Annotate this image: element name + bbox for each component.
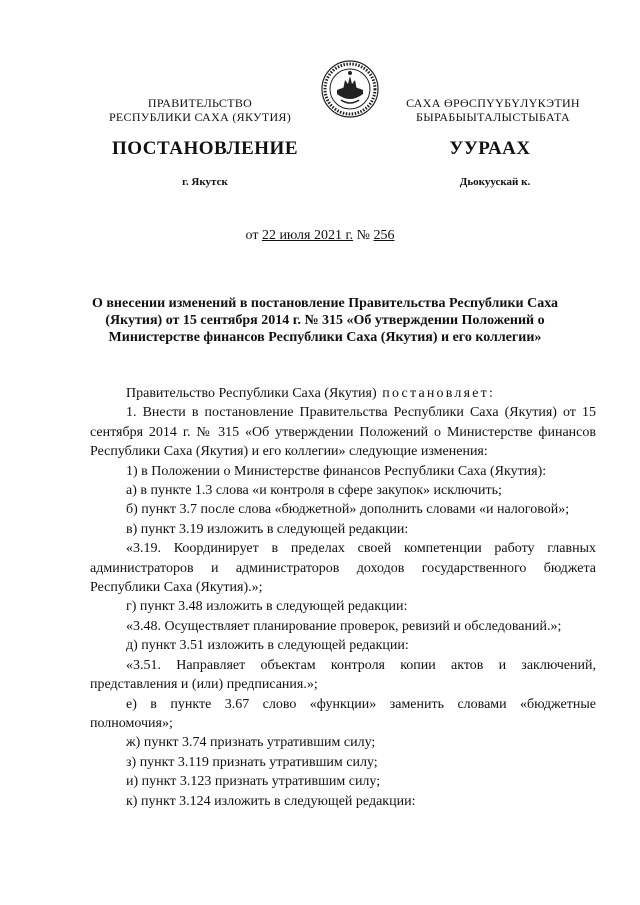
intro-subject: Правительство Республики Саха (Якутия) xyxy=(126,386,377,401)
body-paragraph: к) пункт 3.124 изложить в следующей редакции: xyxy=(126,793,416,809)
header-right-block xyxy=(388,96,598,124)
city-ru: г. Якутск xyxy=(182,176,228,188)
body-paragraph: б) пункт 3.7 после слова «бюджетной» дополнить словами «и налоговой»; xyxy=(126,502,570,518)
document-body xyxy=(90,384,596,811)
body-paragraph: «3.51. Направляет объектам контроля копии актов и заключений, представления и (или) предписания.»; xyxy=(90,657,596,693)
body-paragraph: 1) в Положении о Министерстве финансов Республики Саха (Якутия): xyxy=(126,463,547,479)
body-paragraph: ж) пункт 3.74 признать утратившим силу; xyxy=(126,735,376,751)
body-paragraph: з) пункт 3.119 признать утратившим силу; xyxy=(126,754,378,770)
header-right-line2: БЫРАБЫЫТАЛЫСТЫБАТА xyxy=(416,110,570,124)
body-paragraph: а) в пункте 1.3 слова «и контроля в сфере закупок» исключить; xyxy=(126,483,502,499)
body-paragraph: д) пункт 3.51 изложить в следующей редакции: xyxy=(126,638,409,654)
body-paragraph: «3.48. Осуществляет планирование проверок, ревизий и обследований.»; xyxy=(126,618,562,634)
number-sign: № xyxy=(353,228,374,243)
document-type-title-ru: ПОСТАНОВЛЕНИЕ xyxy=(111,138,299,159)
document-title: О внесении изменений в постановление Правительства Республики Саха (Якутия) от 15 сентября 2014 г. № 315 «Об утверждении Положений о Министерстве финансов Республики Саха (Якутия) и его коллегии» xyxy=(91,296,559,345)
document-date: 22 июля 2021 г. xyxy=(261,228,354,243)
document-type-title-sakha: УУРААХ xyxy=(449,138,531,159)
header-left-line1: ПРАВИТЕЛЬСТВО xyxy=(147,96,253,110)
intro-verb: постановляет: xyxy=(376,386,496,401)
header-right-line1: САХА ӨРӨСПҮҮБҮЛҮКЭТИН xyxy=(406,96,580,110)
body-paragraph: в) пункт 3.19 изложить в следующей редакции: xyxy=(126,521,409,537)
body-paragraph: г) пункт 3.48 изложить в следующей редакции: xyxy=(126,599,408,615)
city-sakha: Дьокуускай к. xyxy=(459,176,531,188)
intro-paragraph xyxy=(90,384,596,403)
date-number-line xyxy=(0,228,640,244)
body-paragraph: 1. Внести в постановление Правительства Республики Саха (Якутия) от 15 сентября 2014 г. № 315 «Об утверждении Положений о Министерстве финансов Республики Саха (Якутия) и его коллегии» следующие изменения: xyxy=(90,405,596,460)
header-left-block xyxy=(95,96,305,124)
body-paragraph: «3.19. Координирует в пределах своей компетенции работу главных администраторов и администраторов доходов государственного бюджета Республики Саха (Якутия).»; xyxy=(90,541,596,596)
header-left-line2: РЕСПУБЛИКИ САХА (ЯКУТИЯ) xyxy=(108,110,292,124)
body-paragraph: и) пункт 3.123 признать утратившим силу; xyxy=(126,774,381,790)
date-prefix: от xyxy=(245,228,262,243)
body-paragraph: е) в пункте 3.67 слово «функции» заменить словами «бюджетные полномочия»; xyxy=(90,696,596,731)
document-number: 256 xyxy=(373,228,395,243)
coat-of-arms-emblem-icon xyxy=(321,60,379,118)
